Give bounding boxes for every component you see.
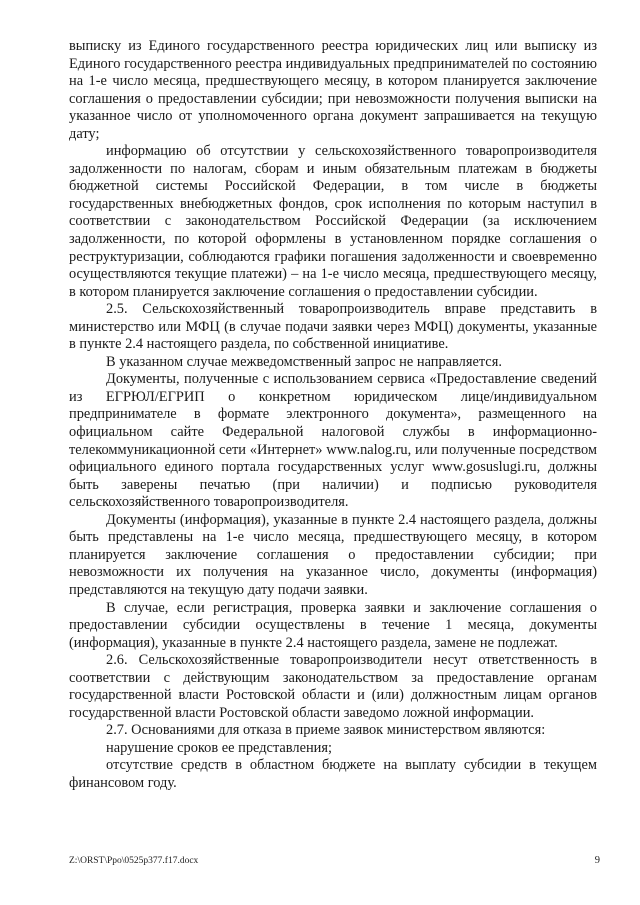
paragraph-no-interagency-request: В указанном случае межведомственный запрос не направляется. — [106, 353, 502, 370]
paragraph-no-replacement: В случае, если регистрация, проверка заявки и заключение соглашения о предоставлении субсидии осуществлены в течение 1 месяца, документы (информация), указанные в пункте 2.4 настоящего раздела, замене не подлежат. — [69, 599, 597, 651]
paragraph-no-budget-funds: отсутствие средств в областном бюджете на выплату субсидии в текущем финансовом году. — [69, 757, 597, 791]
footer-page-number: 9 — [594, 855, 600, 866]
document-body — [69, 38, 597, 793]
paragraph-tax-debt-info: информацию об отсутствии у сельскохозяйственного товаропроизводителя задолженности по налогам, сборам и иным обязательным платежам в бюджеты бюджетной системы Российской Федерации, в том числе в бюджеты государственных внебюджетных фондов, срок исполнения по которым наступил в соответствии с законодательством Российской Федерации (за исключением задолженности, по которой оформлены в установленном порядке соглашения о реструктуризации, соблюдаются графики погашения задолженности и своевременно осуществляются текущие платежи) – на 1-е число месяца, предшествующего месяцу, в котором планируется заключение соглашения о предоставлении субсидии. — [69, 143, 597, 300]
footer-file-path: Z:\ORST\Ppo\0525p377.f17.docx — [69, 856, 199, 866]
paragraph-electronic-documents: Документы, полученные с использованием сервиса «Предоставление сведений из ЕГРЮЛ/ЕГРИП о конкретном юридическом лице/индивидуальном предпринимателе в формате электронного документа», размещенного на официальном сайте Федеральной налоговой службы в информационно-телекоммуникационной сети «Интернет» www.nalog.ru, или полученные посредством официального единого портала государственных услуг www.gosuslugi.ru, должны быть заверены печатью (при наличии) и подписью руководителя сельскохозяйственного товаропроизводителя. — [69, 371, 597, 511]
paragraph-clause-2-6: 2.6. Сельскохозяйственные товаропроизводители несут ответственность в соответствии с действующим законодательством за предоставление органам государственной власти Ростовской области и (или) должностным лицам органов государственной власти Ростовской области заведомо ложной информации. — [69, 652, 597, 721]
paragraph-clause-2-5: 2.5. Сельскохозяйственный товаропроизводитель вправе представить в министерство или МФЦ (в случае подачи заявки через МФЦ) документы, указанные в пункте 2.4 настоящего раздела, по собственной инициативе. — [69, 301, 597, 353]
paragraph-documents-date: Документы (информация), указанные в пункте 2.4 настоящего раздела, должны быть представлены на 1-е число месяца, предшествующего месяцу, в котором планируется заключение соглашения о предоставлении субсидии; при невозможности их получения на указанное число, документы (информация) представляются на текущую дату подачи заявки. — [69, 511, 597, 598]
paragraph-deadline-violation: нарушение сроков ее представления; — [106, 739, 332, 756]
paragraph-egrul-extract: выписку из Единого государственного реестра юридических лиц или выписку из Единого государственного реестра индивидуальных предпринимателей по состоянию на 1-е число месяца, предшествующего месяцу, в котором планируется заключение соглашения о предоставлении субсидии; при невозможности получения выписки на указанное число от уполномоченного органа документ запрашивается на текущую дату; — [69, 38, 597, 142]
paragraph-clause-2-7: 2.7. Основаниями для отказа в приеме заявок министерством являются: — [106, 722, 546, 739]
